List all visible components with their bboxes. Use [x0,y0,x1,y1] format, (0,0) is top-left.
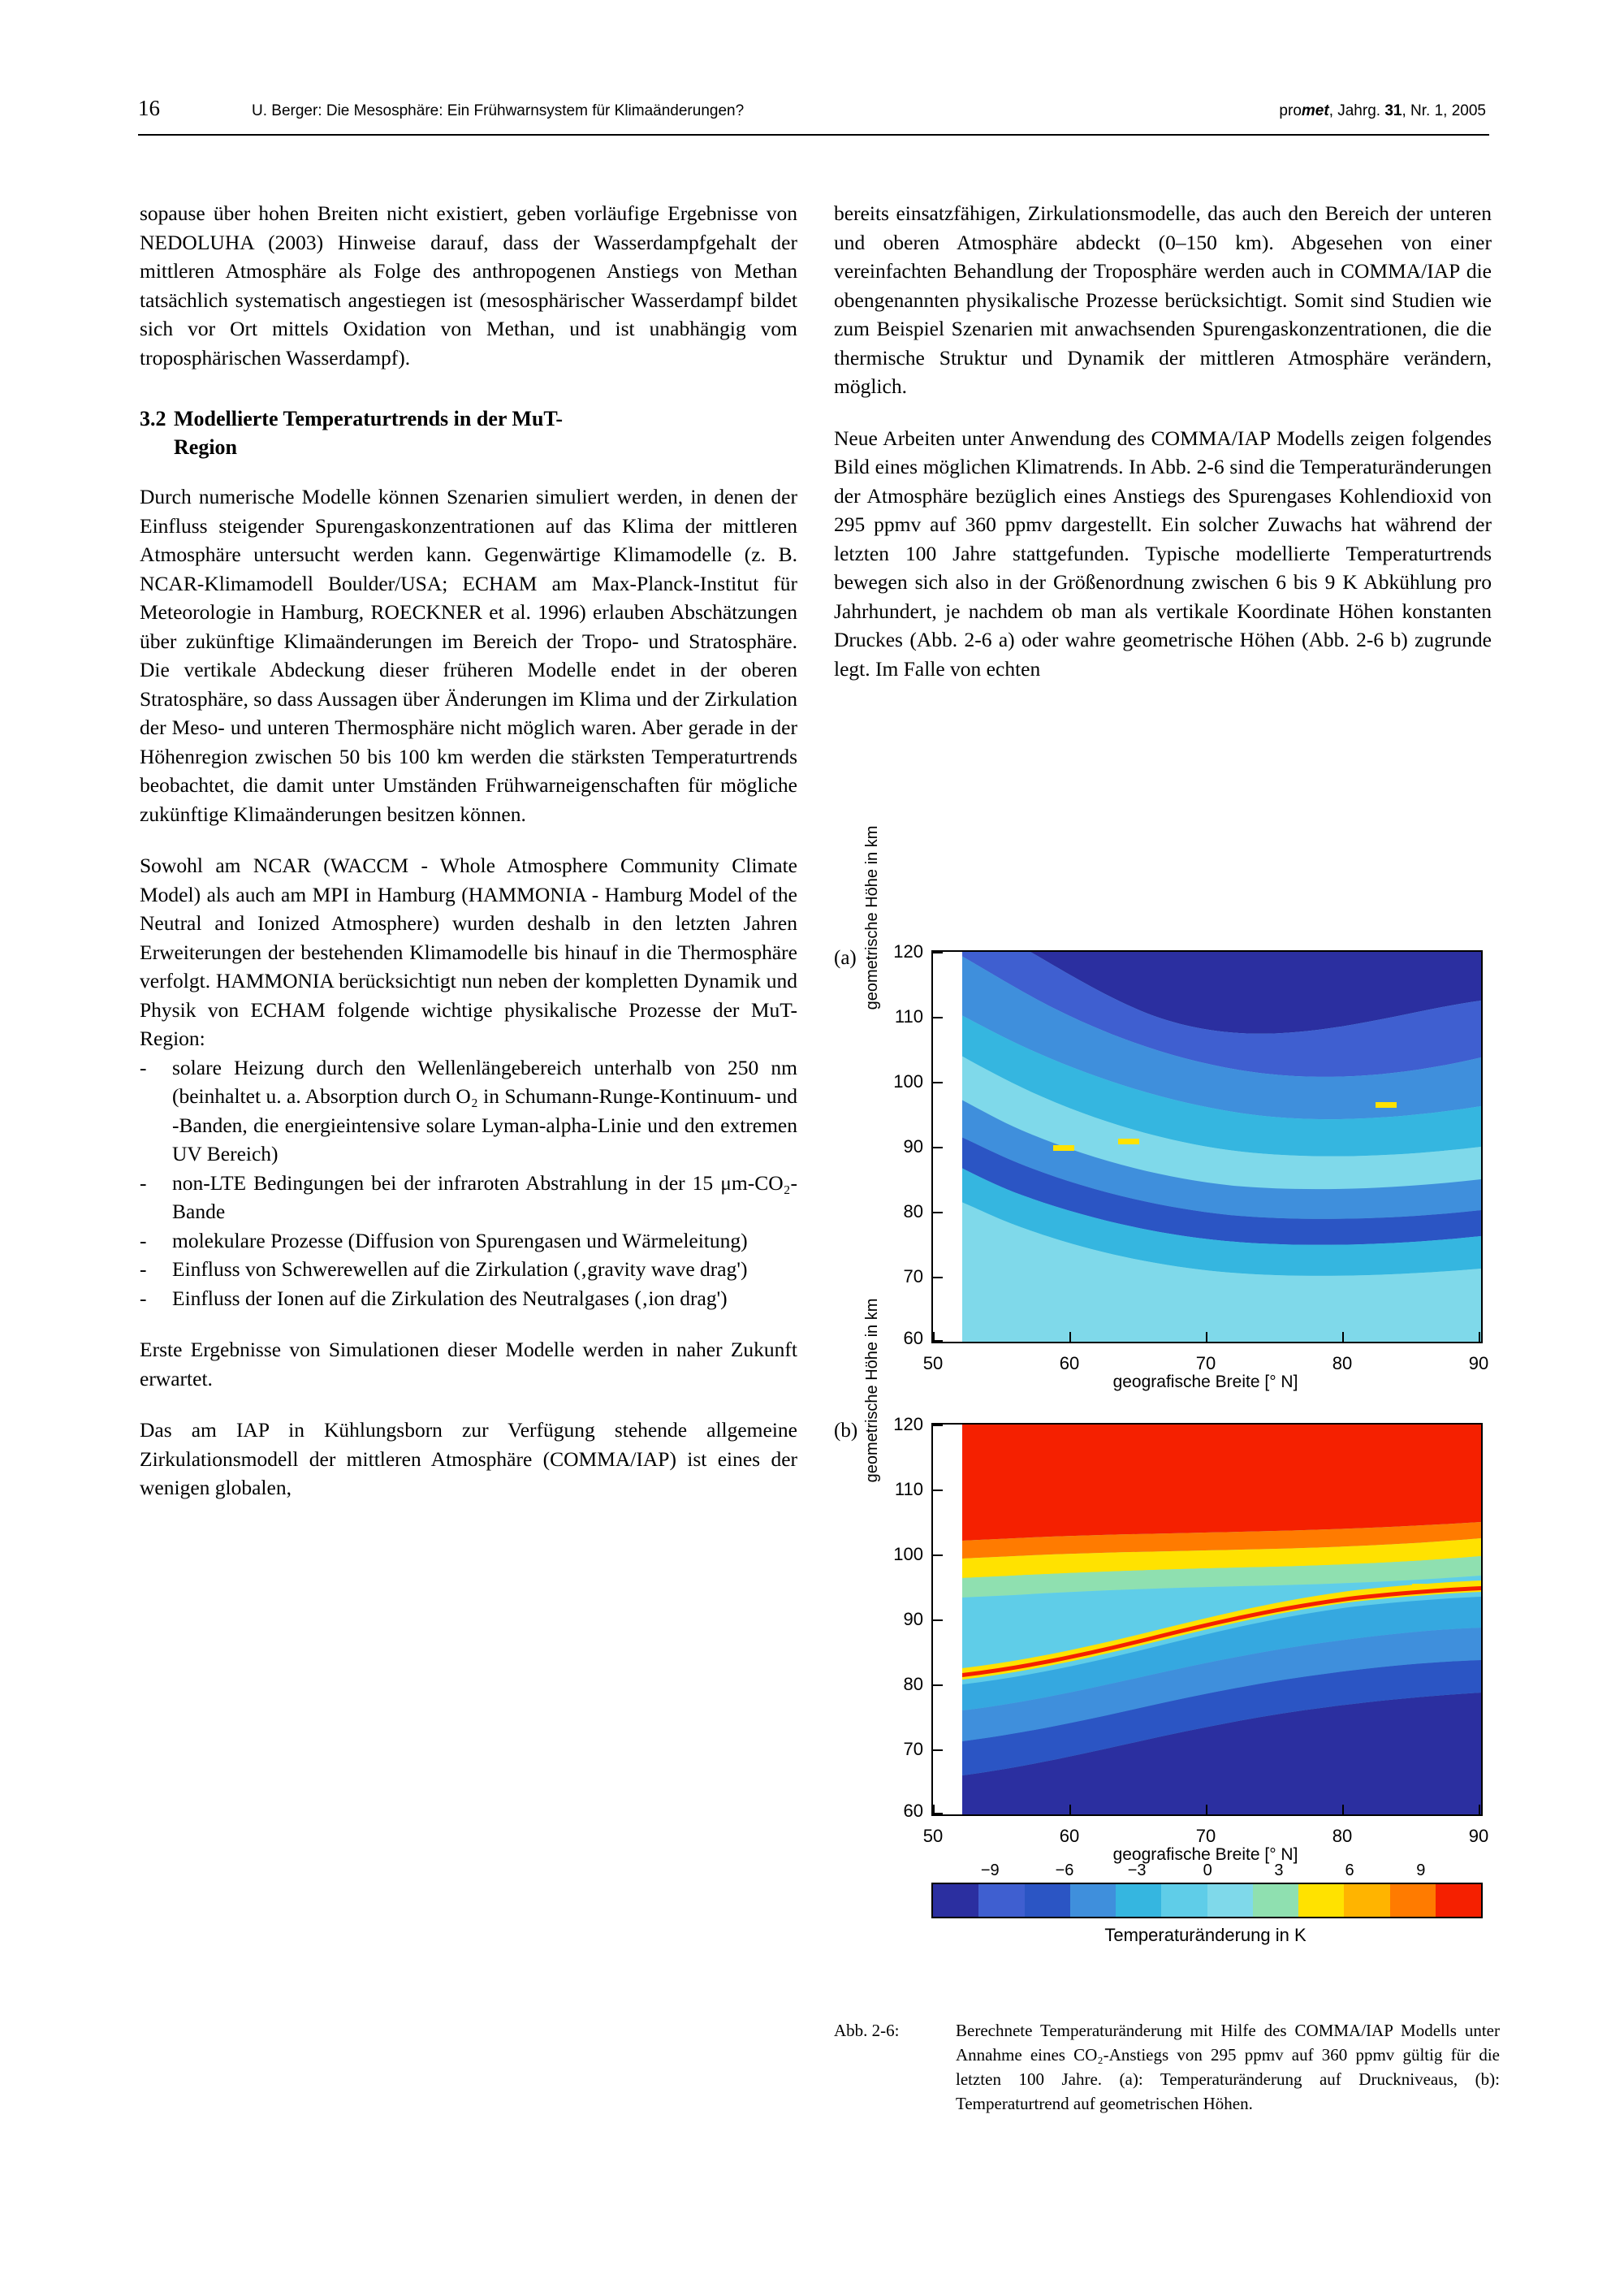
colorbar-swatch [1207,1884,1253,1917]
ytick-label: 120 [893,1414,923,1434]
colorbar-swatch [978,1884,1024,1917]
ytick-label: 100 [893,1544,923,1564]
xtick-label: 50 [922,1353,944,1373]
ytick-mark [933,1490,943,1491]
figure-caption [834,2018,1500,2116]
paragraph-right-2: Neue Arbeiten unter Anwendung des COMMA/IAP Modells zeigen folgendes Bild eines möglichen Klimatrends. In Abb. 2-6 sind die Temperaturänderungen der Atmosphäre bezüglich eines Anstiegs des Spurengases Kohlendioxid von 295 ppmv auf 360 ppmv dargestellt. Ein solcher Zuwachs hat während der letzten 100 Jahre stattgefunden. Typische modellierte Temperaturtrends bewegen sich also in der Größenordnung zwischen 6 bis 9 K Abkühlung pro Jahrhundert, je nachdem ob man als vertikale Koordinate Höhen konstanten Druckes (Abb. 2-6 a) oder wahre geometrische Höhen (Abb. 2-6 b) zugrunde legt. Im Falle von echten [834,426,1492,681]
xtick-label: 60 [1059,1353,1080,1373]
figure-2-6 [834,825,1500,1945]
xtick-mark [1069,1332,1071,1342]
journal-volume-prefix: , Jahrg. [1328,102,1385,119]
ytick-label: 80 [903,1201,923,1222]
colorbar-tick-label: 6 [1345,1861,1354,1879]
xtick-label: 90 [1468,1353,1489,1373]
panel-a-xlabel: geografische Breite [° N] [1112,1373,1298,1391]
xtick-mark [1206,1332,1207,1342]
section-title-line1: Modellierte Temperaturtrends in der MuT- [174,407,564,430]
section-title-line2: Region [174,435,237,459]
ytick-label: 70 [903,1739,923,1759]
header-rule [138,134,1489,136]
xtick-mark [1342,1332,1344,1342]
ytick-mark [933,1425,943,1426]
panel-a [834,825,1500,1397]
list-item-label: Einfluss von Schwerewellen auf die Zirkulation (‚gravity wave drag') [172,1257,748,1281]
xtick-label: 70 [1195,1353,1216,1373]
list-item-label: solare Heizung durch den Wellenlängebereich unterhalb von 250 nm (beinhaltet u. a. Absorption durch O₂ in Schumann-Runge-Kontinuum- und -Banden, die energieintensive solare Lyman-alpha-Linie und den extremen UV Bereich) [172,1055,797,1165]
colorbar-swatch [1025,1884,1070,1917]
xtick-mark [1479,1805,1480,1814]
paragraph-left-1: sopause über hohen Breiten nicht existiert, geben vorläufige Ergebnisse von NEDOLUHA (2003) Hinweise darauf, dass der Wasserdampfgehalt der mittleren Atmosphäre als Folge des anthropogenen Anstiegs von Methan tatsächlich systematisch angestiegen ist (mesosphärischer Wasserdampf bildet sich vor Ort mittels Oxidation von Methan, und ist unabhängig vom troposphärischen Wasserdampf). [140,201,797,370]
figure-caption-tag: Abb. 2-6: [834,2021,900,2040]
panel-b-heatmap [933,1425,1481,1814]
colorbar-tick-label: 0 [1203,1861,1212,1879]
ytick-label: 90 [903,1136,923,1157]
ytick-label: 60 [903,1328,923,1348]
journal-volume: 31 [1384,102,1402,119]
journal-issue: , Nr. 1, 2005 [1402,102,1486,119]
list-item-label: molekulare Prozesse (Diffusion von Spurengasen und Wärmeleitung) [172,1228,748,1252]
paragraph-left-2: Durch numerische Modelle können Szenarien simuliert werden, in denen der Einfluss steigender Spurengaskonzentrationen auf das Klima der mittleren Atmosphäre untersucht werden kann. Gegenwärtige Klimamodelle (z. B. NCAR-Klimamodell Boulder/USA; ECHAM am Max-Planck-Institut für Meteorologie in Hamburg, ROECKNER et al. 1996) erlauben Abschätzungen über zukünftige Klimaänderungen im Bereich der Tropo- und Stratosphäre. Die vertikale Abdeckung dieser früheren Modelle endet in der oberen Stratosphäre, so dass Aussagen über Änderungen im Klima und der Zirkulation der Meso- und unteren Thermosphäre nicht möglich waren. Aber gerade in der Höhenregion zwischen 50 bis 100 km werden die stärksten Temperaturtrends beobachtet, die damit unter Umständen Frühwarneigenschaften für mögliche zukünftige Klimaänderungen besitzen können. [140,485,797,826]
paragraph-left-4: Erste Ergebnisse von Simulationen dieser Modelle werden in naher Zukunft erwartet. [140,1338,797,1390]
colorbar-swatch [1116,1884,1161,1917]
panel-b-ylabel: geometrische Höhe in km [863,1298,881,1483]
colorbar-tick-label: 3 [1274,1861,1284,1879]
list-item [140,1284,797,1313]
list-dash: - [140,1228,147,1252]
panel-b-label: (b) [834,1420,858,1442]
colorbar-tick-label: −3 [1127,1861,1147,1879]
page-header [138,96,1486,128]
list-dash: - [140,1257,147,1281]
ytick-label: 70 [903,1266,923,1286]
process-list [140,1053,797,1313]
list-item [140,1053,797,1169]
journal-reference [1279,102,1486,120]
xtick-mark [1069,1805,1071,1814]
colorbar-swatch [1390,1884,1436,1917]
xtick-label: 50 [922,1826,944,1846]
colorbar-tick-label: −9 [980,1861,1000,1879]
ytick-mark [933,1684,943,1686]
ytick-mark [933,952,943,953]
ytick-label: 80 [903,1674,923,1694]
panel-b-plot [893,1414,1489,1846]
ytick-label: 120 [893,941,923,962]
colorbar-group [931,1861,1479,1946]
left-column [140,199,797,1503]
ytick-mark [933,1147,943,1148]
ytick-label: 110 [894,1479,923,1499]
colorbar-swatch [1070,1884,1116,1917]
xtick-mark [1206,1805,1207,1814]
ytick-label: 60 [903,1801,923,1821]
figure-caption-text: Berechnete Temperaturänderung mit Hilfe des COMMA/IAP Modells unter Annahme eines CO₂-Anstiegs von 295 ppmv auf 360 ppmv gültig für die letzten 100 Jahre. (a): Temperaturänderung auf Druckniveaus, (b): Temperaturtrend auf geometrischen Höhen. [956,2021,1500,2113]
ytick-label: 90 [903,1609,923,1629]
xtick-mark [933,1805,935,1814]
paragraph-left-5: Das am IAP in Kühlungsborn zur Verfügung stehende allgemeine Zirkulationsmodell der mittleren Atmosphäre (COMMA/IAP) ist eines der wenigen globalen, [140,1418,797,1499]
xtick-label: 70 [1195,1826,1216,1846]
panel-b-xlabel: geografische Breite [° N] [1112,1845,1298,1864]
ytick-mark [933,1554,943,1556]
section-number: 3.2 [140,407,166,430]
ytick-mark [933,1017,943,1018]
colorbar-tick-label: 9 [1416,1861,1426,1879]
colorbar-tick-label: −6 [1055,1861,1074,1879]
ytick-mark [933,1212,943,1213]
list-dash: - [140,1286,147,1310]
panel-b [834,1298,1500,1870]
ytick-mark [933,1082,943,1083]
list-item [140,1255,797,1284]
colorbar-label: Temperaturänderung in K [1104,1925,1307,1945]
ytick-label: 100 [893,1071,923,1092]
paragraph-right-1: bereits einsatzfähigen, Zirkulationsmodelle, das auch den Bereich der unteren und oberen Atmosphäre abdeckt (0–150 km). Abgesehen von einer vereinfachten Behandlung der Troposphäre werden auch in COMMA/IAP die obengenannten physikalische Prozesse berücksichtigt. Somit sind Studien wie zum Beispiel Szenarien mit anwachsenden Spurengaskonzentrationen, die die thermische Struktur und Dynamik der mittleren Atmosphäre verändern, möglich. [834,201,1492,398]
list-item-label: non-LTE Bedingungen bei der infraroten Abstrahlung in der 15 μm-CO₂-Bande [172,1170,797,1223]
paragraph-left-3: Sowohl am NCAR (WACCM - Whole Atmosphere Community Climate Model) als auch am MPI in Hamburg (HAMMONIA - Hamburg Model of the Neutral and Ionized Atmosphere) wurden deshalb in den letzten Jahren Erweiterungen der bestehenden Klimamodelle bis hinauf in die Thermosphäre verfolgt. HAMMONIA berücksichtigt nun neben der kompletten Dynamik und Physik von ECHAM folgende wichtige physikalische Prozesse der MuT-Region: [140,854,797,1050]
colorbar-swatch [1253,1884,1298,1917]
panel-a-ylabel: geometrische Höhe in km [863,825,881,1010]
ytick-label: 110 [894,1006,923,1027]
ytick-mark [933,1277,943,1278]
xtick-label: 80 [1332,1353,1353,1373]
running-title: U. Berger: Die Mesosphäre: Ein Frühwarnsystem für Klimaänderungen? [252,102,745,119]
colorbar-swatch [1298,1884,1344,1917]
panel-a-plot [893,941,1489,1373]
colorbar-swatch [1436,1884,1481,1917]
xtick-label: 90 [1468,1826,1489,1846]
right-column [834,199,1492,683]
list-item [140,1169,797,1226]
list-item-label: Einfluss der Ionen auf die Zirkulation des Neutralgases (‚ion drag') [172,1286,728,1310]
xtick-mark [1342,1805,1344,1814]
panel-a-label: (a) [834,947,857,969]
ytick-mark [933,1619,943,1621]
page-number: 16 [138,96,160,120]
journal-name-met: met [1301,102,1329,119]
section-heading [140,404,797,461]
xtick-mark [1479,1332,1480,1342]
colorbar-swatch [933,1884,978,1917]
colorbar-swatch [1344,1884,1389,1917]
journal-name-pro: pro [1279,102,1302,119]
list-dash: - [140,1170,147,1195]
colorbar-ticks [931,1861,1479,1883]
list-item [140,1226,797,1256]
xtick-mark [933,1332,935,1342]
colorbar-swatch [1161,1884,1207,1917]
xtick-label: 80 [1332,1826,1353,1846]
xtick-label: 60 [1059,1826,1080,1846]
ytick-mark [933,1749,943,1751]
list-dash: - [140,1055,147,1079]
colorbar [931,1883,1483,1918]
panel-a-heatmap [933,952,1481,1342]
